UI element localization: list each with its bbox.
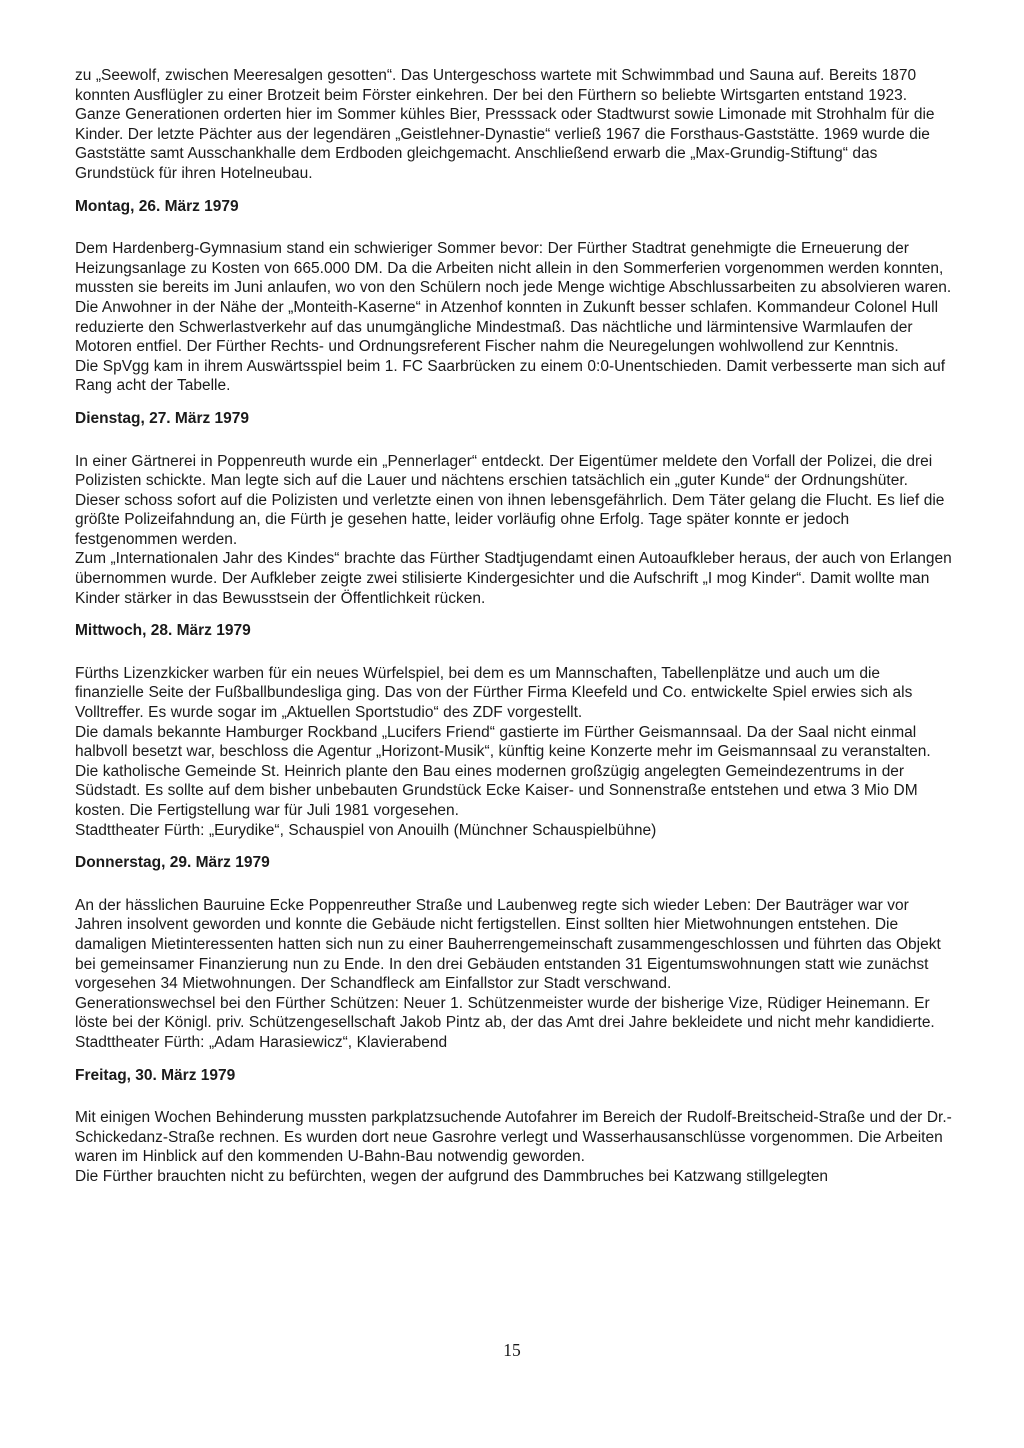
paragraph: Die Anwohner in der Nähe der „Monteith-Kaserne“ in Atzenhof konnten in Zukunft besser schlafen. Kommandeur Colonel Hull reduzierte den Schwerlastverkehr auf das unumgängliche Mindestmaß. Das nächtliche und lärmintensive Warmlaufen der Motoren entfiel. Der Fürther Rechts- und Ordnungsreferent Fischer nahm die Neuregelungen wohlwollend zur Kenntnis. — [75, 298, 939, 356]
paragraph: Generationswechsel bei den Fürther Schützen: Neuer 1. Schützenmeister wurde der bisherige Vize, Rüdiger Heinemann. Er löste bei der Königl. priv. Schützengesellschaft Jakob Pintz ab, der das Amt drei Jahre bekleidete und nicht mehr kandidierte. — [75, 994, 935, 1032]
paragraph: Stadttheater Fürth: „Eurydike“, Schauspiel von Anouilh (Münchner Schauspielbühne) — [75, 821, 657, 839]
section-heading-dienstag: Dienstag, 27. März 1979 — [75, 409, 250, 427]
paragraph: In einer Gärtnerei in Poppenreuth wurde ein „Pennerlager“ entdeckt. Der Eigentümer meldete den Vorfall der Polizei, die drei Polizisten schickte. Man legte sich auf die Lauer und nächtens erschien tatsächlich ein „guter Kunde“ der Ordnungshüter. Dieser schoss sofort auf die Polizisten und verletzte einen von ihnen lebensgefährlich. Dem Täter gelang die Flucht. Es lief die größte Polizeifahndung an, die Fürth je gesehen hatte, leider vorläufig ohne Erfolg. Tage später konnte er jedoch festgenommen werden. — [75, 452, 945, 548]
section-heading-donnerstag: Donnerstag, 29. März 1979 — [75, 854, 270, 872]
section-donnerstag — [75, 853, 953, 1052]
section-heading-mittwoch: Mittwoch, 28. März 1979 — [75, 622, 251, 640]
paragraph: Die SpVgg kam in ihrem Auswärtsspiel beim 1. FC Saarbrücken zu einem 0:0-Unentschieden. Damit verbesserte man sich auf Rang acht der Tabelle. — [75, 357, 946, 395]
paragraph: Dem Hardenberg-Gymnasium stand ein schwieriger Sommer bevor: Der Fürther Stadtrat genehmigte die Erneuerung der Heizungsanlage zu Kosten von 665.000 DM. Da die Arbeiten nicht allein in den Sommerferien vorgenommen werden konnten, mussten sie bereits im Juni anlaufen, wo von den Schülern noch jede Menge wichtige Abschlussarbeiten zu absolvieren waren. — [75, 240, 952, 297]
paragraph: An der hässlichen Bauruine Ecke Poppenreuther Straße und Laubenweg regte sich wieder Leben: Der Bauträger war vor Jahren insolvent geworden und konnte die Gebäude nicht fertigstellen. Einst sollten hier Mietwohnungen entstehen. Die damaligen Mietinteressenten hatten sich nun zu einer Bauherrengemeinschaft zusammengeschlossen und führten das Objekt bei gemeinsamer Finanzierung nun zu Ende. In den drei Gebäuden entstanden 31 Eigentumswohnungen statt wie zunächst vorgesehen 34 Mietwohnungen. Der Schandfleck am Einfallstor zur Stadt verschwand. — [75, 896, 941, 993]
paragraph: Die Fürther brauchten nicht zu befürchten, wegen der aufgrund des Dammbruches bei Katzwang stillgelegten — [75, 1167, 829, 1185]
page-number: 15 — [503, 1340, 521, 1360]
text-block — [75, 66, 953, 1187]
section-mittwoch — [75, 621, 953, 840]
section-montag — [75, 197, 953, 396]
paragraph: Die damals bekannte Hamburger Rockband „Lucifers Friend“ gastierte im Fürther Geismannsaal. Da der Saal nicht einmal halbvoll besetzt war, beschloss die Agentur „Horizont-Musik“, künftig keine Konzerte mehr im Geismannsaal zu veranstalten. — [75, 723, 931, 761]
section-freitag — [75, 1066, 953, 1187]
paragraph: Stadttheater Fürth: „Adam Harasiewicz“, Klavierabend — [75, 1033, 448, 1051]
page-footer — [0, 1340, 1024, 1361]
section-heading-freitag: Freitag, 30. März 1979 — [75, 1066, 236, 1084]
paragraph: Fürths Lizenzkicker warben für ein neues Würfelspiel, bei dem es um Mannschaften, Tabellenplätze und auch um die finanzielle Seite der Fußballbundesliga ging. Das von der Fürther Firma Kleefeld und Co. entwickelte Spiel erwies sich als Volltreffer. Es wurde sogar im „Aktuellen Sportstudio“ des ZDF vorgestellt. — [75, 664, 913, 722]
intro-paragraph: zu „Seewolf, zwischen Meeresalgen gesotten“. Das Untergeschoss wartete mit Schwimmbad und Sauna auf. Bereits 1870 konnten Ausflügler zu einer Brotzeit beim Förster einkehren. Der bei den Fürthern so beliebte Wirtsgarten entstand 1923. Ganze Generationen orderten hier im Sommer kühles Bier, Presssack oder Stadtwurst sowie Limonade mit Strohhalm für die Kinder. Der letzte Pächter aus der legendären „Geistlehner-Dynastie“ verließ 1967 die Forsthaus-Gaststätte. 1969 wurde die Gaststätte samt Ausschankhalle dem Erdboden gleichgemacht. Anschließend erwarb die „Max-Grundig-Stiftung“ das Grundstück für ihren Hotelneubau. — [75, 67, 935, 182]
section-heading-montag: Montag, 26. März 1979 — [75, 197, 239, 215]
section-dienstag — [75, 409, 953, 608]
paragraph: Die katholische Gemeinde St. Heinrich plante den Bau eines modernen großzügig angelegten Gemeindezentrums in der Südstadt. Es sollte auf dem bisher unbebauten Grundstück Ecke Kaiser- und Sonnenstraße entstehen und etwa 3 Mio DM kosten. Die Fertigstellung war für Juli 1981 vorgesehen. — [75, 762, 918, 819]
paragraph: Mit einigen Wochen Behinderung mussten parkplatzsuchende Autofahrer im Bereich der Rudolf-Breitscheid-Straße und der Dr.-Schickedanz-Straße rechnen. Es wurden dort neue Gasrohre verlegt und Wasserhausanschlüsse vorgenommen. Die Arbeiten waren im Hinblick auf den kommenden U-Bahn-Bau notwendig geworden. — [75, 1109, 952, 1166]
paragraph: Zum „Internationalen Jahr des Kindes“ brachte das Fürther Stadtjugendamt einen Autoaufkleber heraus, der auch von Erlangen übernommen wurde. Der Aufkleber zeigte zwei stilisierte Kindergesichter und die Aufschrift „I mog Kinder“. Damit wollte man Kinder stärker in das Bewusstsein der Öffentlichkeit rücken. — [75, 550, 952, 607]
